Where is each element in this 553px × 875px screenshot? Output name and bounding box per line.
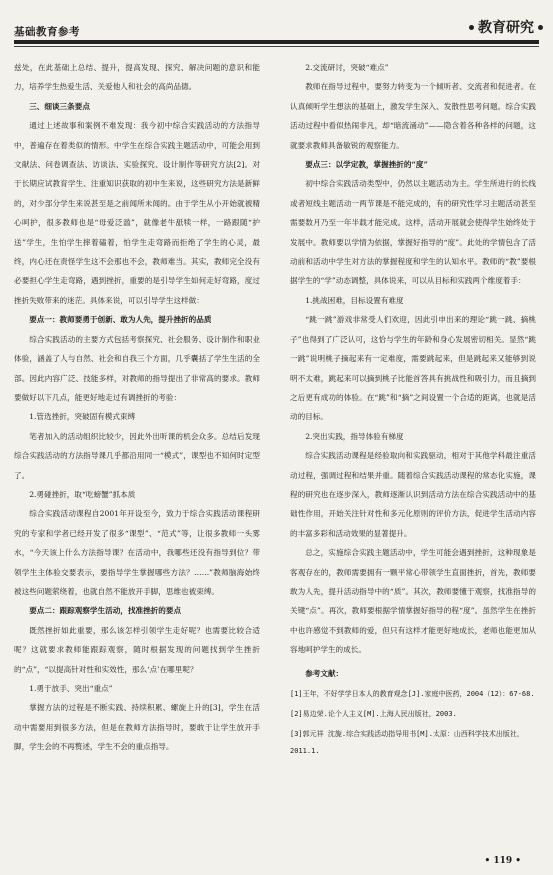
right-column [290, 58, 536, 760]
bullet-icon [538, 25, 543, 30]
paragraph: 综合实践活动课程自2001年开设至今，致力于综合实践活动课程研究的专家和学者已经开发了很多“课型”、“范式”等，让很多教师一头雾水，“今天该上什么方法指导课？在活动中，我哪些还没有指导到位？带领学生主体验交要表示，要指导学生掌握哪些方法？……”教师脑海始终被这些问题萦绕着，也就自然不能放开手脚，思维也被束缚。 [14, 509, 260, 596]
section-label: 教育研究 [478, 20, 534, 36]
section-heading: 要点三：以学定教，掌握挫折的“度” [305, 160, 428, 170]
paragraph: 综合实践活动的主要方式包括考察探究、社会服务、设计制作和职业体验，涵盖了人与自然、社会和自我三个方面，几乎囊括了学生生活的全部。因此内容广泛、技能多样，对教师的指导提出了非常高的要求。教师要做好以下几点，能更好地走过有调挫折的考验： [14, 334, 260, 402]
journal-title: 基础教育参考 [14, 26, 80, 38]
page-number: • 119 • [484, 856, 521, 866]
references-heading: 参考文献： [305, 668, 344, 678]
page-header [0, 0, 553, 46]
paragraph: 总之，实施综合实践主题活动中，学生可能会遇到挫折，这种现象是客观存在的，教师需要拥有一颗平常心带领学生直面挫折，首先，教师要敢为人先，提升活动指导中的“质”。其次，教师要懂于观察，找准指导的关键“点”。再次，教师要根据学情掌握好指导的程“度”。虽然学生在挫折中也许感觉不到教师的爱，但只有这样才能更好地成长，老师也能更加从容地呵护学生的成长。 [290, 548, 536, 655]
paragraph: 通过上述故事和案例不难发现：我今初中综合实践活动的方法指导中，普遍存在着类似的情形。中学生在综合实践主题活动中，可能会用到文献法、问卷调查法、访谈法、实验探究、设计制作等研究方法[2]。对于长期应试教育学生、注重知识获取的初中生来说，这些研究方法是新鲜的，对少部分学生来说甚至是之前闻所未闻的。由于学生从小开始就被精心呵护，很多教师也是“母爱泛滥”，就像老牛舐犊一样，一路跟随“护送”学生，生怕学生摔着磕着，怕学生走弯路而拒绝了学生的心灵，最终，内心还在责怪学生这不会那也不会，教师难当。其实，教师完全没有必要担心学生走弯路，遇到挫折，重要的是引导学生如何走好弯路，度过挫折失败带来的迷茫。具体来说，可以引导学生这样做： [14, 121, 260, 305]
paragraph: 2.交流研讨，突破“难点” [305, 63, 389, 72]
paragraph: 2.突出实践，指导体验有梯度 [305, 431, 404, 441]
paragraph: 综合实践活动课程是经验取向和实践驱动，相对于其他学科最注重活动过程，强调过程和结果并重。随着综合实践活动课程的常态化实施，课程的研究也在逐步深入，教师逐渐认识到活动方法在综合实践活动中的基础性作用，开始关注针对性和多元化原则的评价方法，促进学生活动内容的丰富多彩和活动效果的显著提升。 [290, 451, 536, 538]
references-list [290, 686, 536, 760]
paragraph: 1.管选挫折，突破固有模式束缚 [29, 412, 136, 422]
left-column [14, 58, 260, 757]
paragraph: 1.挑战困难，目标设置有难度 [305, 295, 404, 305]
reference-item: [2]易边荣.论个人主义[M].上海人民出版社，2003. [290, 710, 457, 718]
reference-item: [1]王年，不好学学日本人的教育观念[J].家庭中医药，2004（12）：67-68. [290, 690, 535, 698]
paragraph: 笔者加入的活动组织比较少，因此外出听课的机会众多。总结后发现综合实践活动的方法指导课几乎都沿用同一“模式”，课型也不知何时定型了。 [14, 431, 260, 480]
bullet-icon [469, 25, 474, 30]
right-column-body [290, 58, 536, 660]
section-heading: 三、细谈三条要点 [29, 101, 90, 111]
header-rule-thin [14, 46, 539, 47]
paragraph: 既然挫折如此重要，那么该怎样引领学生走好呢？也需要比较合适呢？这就要求教师能跟踪观察，随时根据发现的问题找到学生挫折的“点”，“以提高针对性和实效性，那么‘点’在哪里呢？ [14, 625, 260, 674]
paragraph: “跳一跳”游戏非常受人们欢迎，因此引申出来的理论“跳一跳、摘桃子”也得到了广泛认可，这恰与学生的年龄和身心发展密切相关。显然“跳一跳”说明桃子摘起来有一定难度，需要跳起来，但是跳起来又能够到说明不太难，跳起来可以摘到桃子比能首答具有挑战性和吸引力，而且摘到之后更有成功的体验。在“跳”和“摘”之间设置一个合适的距离，也就是活动的目标。 [290, 315, 536, 422]
reference-item: [3]郭元祥 沈旎.综合实践活动指导用书[M].太原：山西科学技术出版社，2011.1. [290, 730, 524, 755]
paragraph: 掌握方法的过程是不断实践、持续积累、螺旋上升的[3]，学生在活动中需要用到很多方法，但是在教师方法指导时，要敢于让学生放开手脚，学生会的不再赘述，学生不会的重点指导。 [14, 703, 260, 752]
section-heading: 要点二：跟踪观察学生活动，找准挫折的要点 [29, 606, 182, 616]
paragraph: 兹处，在此基础上总结、提升，提高发现、探究、解决问题的意识和能力，培养学生热爱生活、关爱他人和社会的高尚品德。 [14, 63, 260, 92]
paragraph: 1.勇于放手、突出“重点” [29, 684, 113, 693]
header-rule-thick [14, 40, 539, 44]
paragraph: 教师在指导过程中，要努力转变为一个倾听者、交流者和促进者。在认真倾听学生想法的基础上，激发学生深入、发散性思考问题。综合实践活动过程中看似热闹非凡，却“暗流涌动”——隐含着各种各样的问题，这就要求教师具备敏锐的观察能力。 [290, 82, 536, 150]
paragraph: 2.勇碰挫折，取“吃螃蟹”抓本质 [29, 489, 136, 499]
paragraph: 初中综合实践活动类型中，仍然以主题活动为主。学生所进行的长线或者短线主题活动一两节课是不能完成的，有的研究性学习主题活动甚至需要数月乃至一年半载才能完成。这样，活动开展就会使得学生始终处于发展中。教师要以学情为依据，掌握好指导的“度”。此处的学情包含了活动前和活动中学生对方法的掌握程度和学生的认知水平。教师的“教”要根据学生的“学”动态调整，具体说来，可以从目标和实践两个维度着手： [290, 179, 536, 286]
section-heading: 要点一：教师要勇于创新、敢为人先，提升挫折的品质 [29, 315, 212, 325]
section-title [469, 17, 543, 37]
